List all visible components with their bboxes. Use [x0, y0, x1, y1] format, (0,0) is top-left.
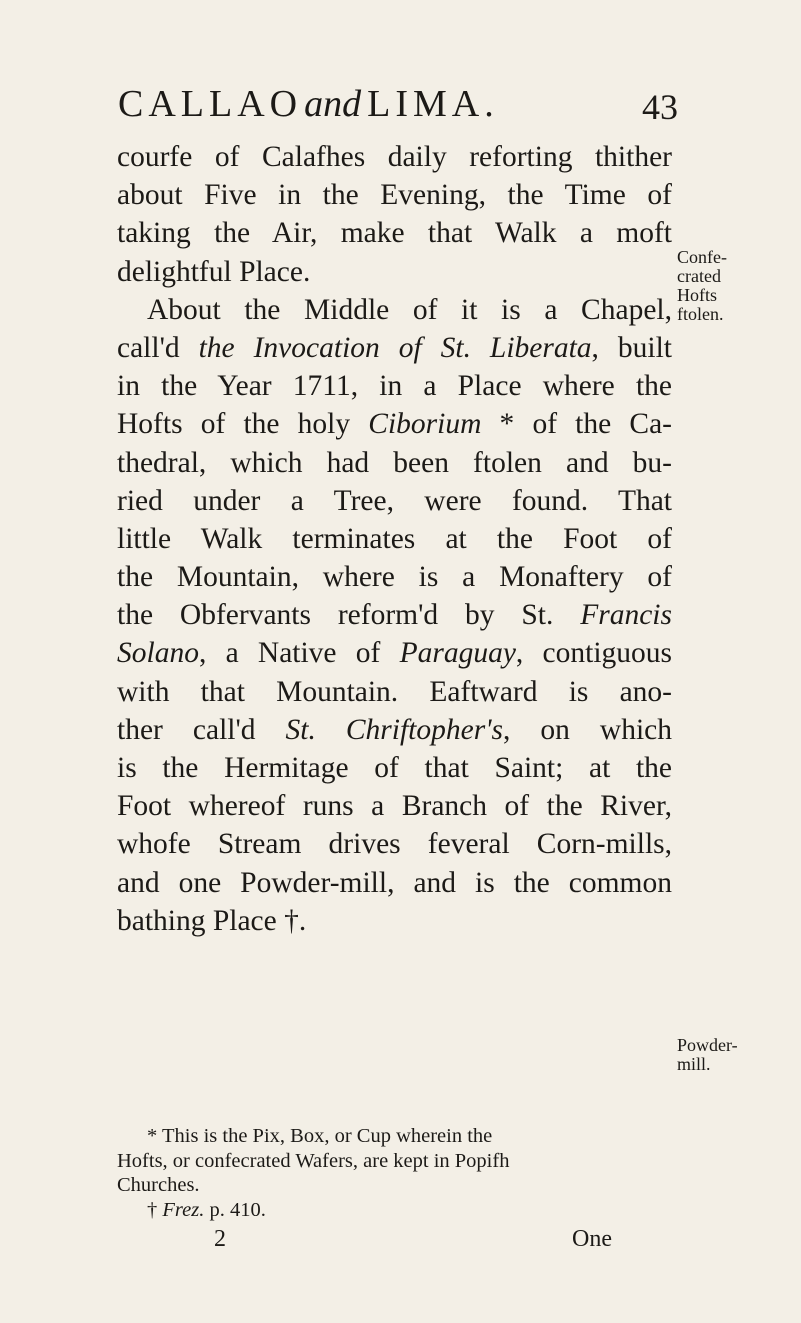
running-head — [118, 82, 499, 126]
text-line: with that Mountain. Eaftward is ano- — [117, 675, 672, 708]
text-line: whofe Stream drives feveral Corn-mills, — [117, 828, 672, 861]
text-line: is the Hermitage of that Saint; at the — [117, 752, 672, 784]
running-head-and: and — [304, 83, 362, 125]
text-line: little Walk terminates at the Foot of — [117, 522, 672, 555]
body-text — [117, 138, 672, 940]
footnotes — [117, 1124, 677, 1222]
text-line: Foot whereof runs a Branch of the River, — [117, 790, 672, 823]
page-number: 43 — [642, 87, 678, 127]
text-line: Hofts of the holy Ciborium * of the Ca- — [117, 408, 672, 441]
page-foot — [117, 1226, 672, 1262]
text-line: taking the Air, make that Walk a moft — [117, 217, 672, 250]
footnote-line: † Frez. p. 410. — [147, 1198, 266, 1221]
text-line: ther call'd St. Chriftopher's, on which — [117, 713, 672, 746]
text-line: the Obfervants reform'd by St. Francis — [117, 599, 672, 632]
running-head-right: LIMA. — [367, 83, 499, 125]
text-line: the Mountain, where is a Monaftery of — [117, 561, 672, 594]
text-line: Solano, a Native of Paraguay, contiguous — [117, 637, 672, 670]
footnote-line: Churches. — [117, 1174, 200, 1196]
catchword: One — [572, 1226, 612, 1252]
signature-mark: 2 — [214, 1226, 226, 1252]
page-header — [118, 80, 678, 130]
margin-note-consecrated-hosts: Confe- crated Hofts ftolen. — [677, 247, 727, 324]
text-line: delightful Place. — [117, 255, 311, 288]
text-line: bathing Place †. — [117, 904, 307, 937]
running-head-left: CALLAO — [118, 83, 303, 125]
text-line: ried under a Tree, were found. That — [117, 484, 672, 517]
text-line: in the Year 1711, in a Place where the — [117, 370, 672, 403]
text-line: courfe of Calafhes daily reforting thither — [117, 141, 672, 173]
footnote-line: * This is the Pix, Box, or Cup wherein the — [147, 1125, 493, 1147]
text-line: call'd the Invocation of St. Liberata, built — [117, 331, 672, 364]
text-line: thedral, which had been ftolen and bu- — [117, 446, 672, 479]
margin-note-powder-mill: Powder- mill. — [677, 1035, 738, 1074]
text-line: and one Powder-mill, and is the common — [117, 866, 672, 899]
footnote-line: Hofts, or confecrated Wafers, are kept in Popifh — [117, 1149, 510, 1172]
text-line: About the Middle of it is a Chapel, — [147, 293, 672, 326]
text-line: about Five in the Evening, the Time of — [117, 179, 672, 212]
